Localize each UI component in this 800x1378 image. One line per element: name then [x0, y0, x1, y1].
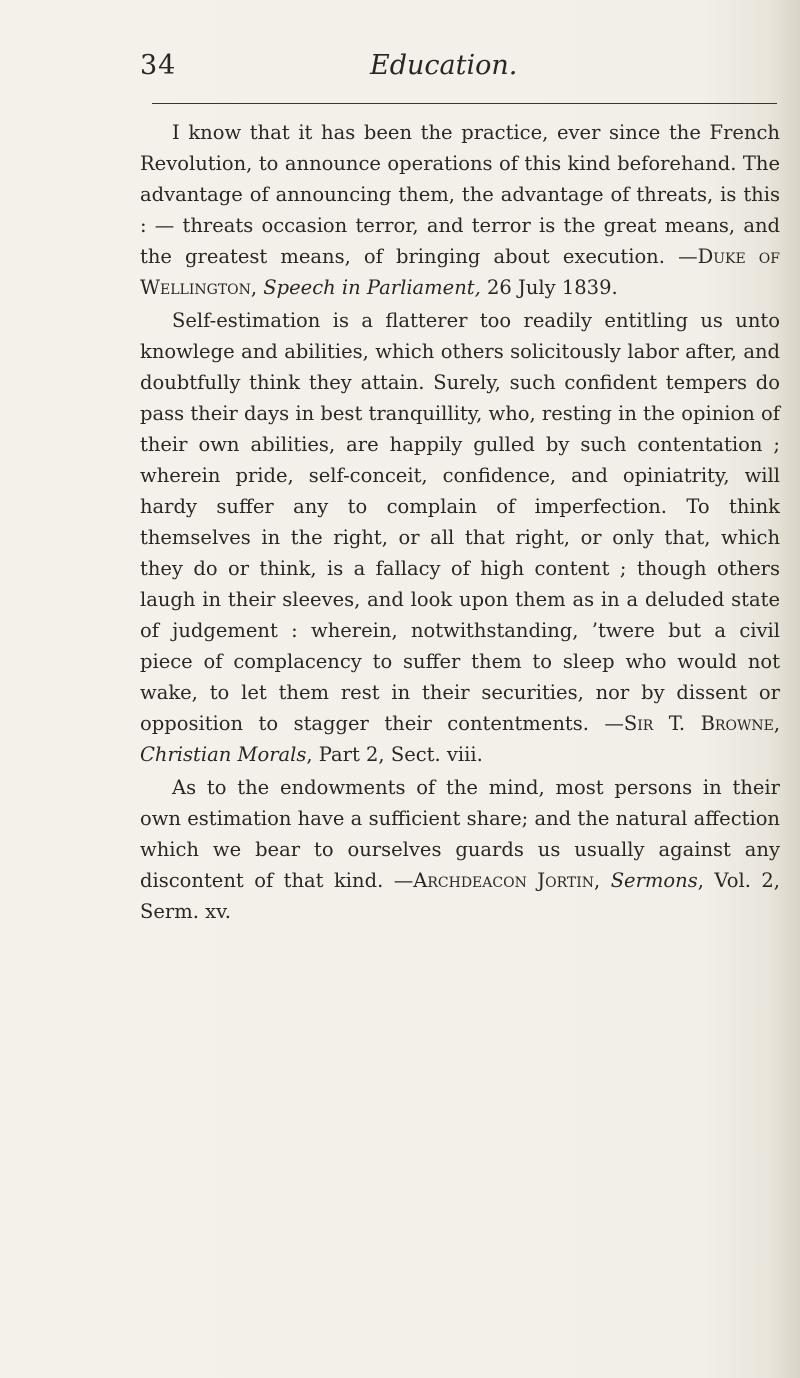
quotation-text: As to the endowments of the mind, most persons in their own estimation have a sufficient share; and the natural affection which we bear to ourselves guards us usually against any discontent of that kind. — [140, 776, 780, 892]
citation-separator: , [773, 712, 781, 735]
quotation-author: Sir T. Browne [623, 712, 774, 735]
quotation-paragraph [140, 772, 780, 927]
header-rule [152, 103, 777, 104]
page-number: 34 [140, 50, 177, 81]
body-text [140, 117, 780, 929]
quotation-citation: , Part 2, Sect. viii. [306, 743, 483, 766]
quotation-citation: , Vol. 2, Serm. xv. [140, 869, 780, 923]
quotation-paragraph [140, 305, 780, 770]
quotation-work: Christian Morals [140, 743, 307, 766]
quotation-text: Self-estimation is a flatterer too readily entitling us unto knowlege and abilities, which others solicitously labor after, and doubtfully think they attain. Surely, such confident tempers do pass their days in best tranquillity, who, resting in the opinion of their own abilities, are happily gulled by such contentation ; wherein pride, self-conceit, confidence, and opiniatrity, will hardy suffer any to complain of imperfection. To think themselves in the right, or all that right, or only that, which they do or think, is a fallacy of high content ; though others laugh in their sleeves, and look upon them as in a deluded state of judgement : wherein, notwithstanding, ’twere but a civil piece of complacency to suffer them to sleep who would not wake, to let them rest in their securities, nor by dissent or opposition to stagger their contentments. — [140, 309, 780, 735]
running-title: Education. [370, 50, 518, 81]
quotation-author: Archdeacon Jortin [413, 869, 595, 892]
quotation-paragraph [140, 117, 780, 303]
citation-separator: , [594, 869, 611, 892]
quotation-work: Sermons [610, 869, 698, 892]
quotation-citation: 26 July 1839. [480, 276, 618, 299]
citation-separator: , [250, 276, 264, 299]
quotation-text: I know that it has been the practice, ever since the French Revolution, to announce operations of this kind beforehand. The advantage of announcing them, the advantage of threats, is this : — threats occasion terror, and terror is the great means, and the greatest means, of bringing about execution. — [140, 121, 780, 268]
page-header [140, 50, 780, 90]
quotation-work: Speech in Parliament, [263, 276, 481, 299]
quotation-author: Duke of Wellington [140, 245, 780, 299]
